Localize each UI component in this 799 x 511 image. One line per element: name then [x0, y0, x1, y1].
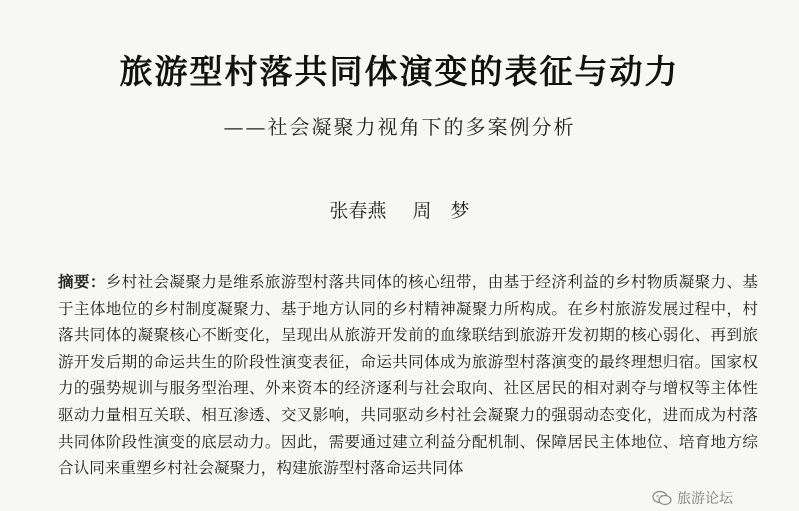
watermark — [652, 488, 737, 508]
paper-title: 旅游型村落共同体演变的表征与动力 — [119, 52, 680, 91]
watermark-text: 旅游论坛 — [677, 491, 733, 507]
author-name: 周 梦 — [412, 200, 470, 222]
abstract-label: 摘要： — [58, 273, 106, 291]
abstract — [58, 269, 758, 482]
author-list — [0, 196, 799, 223]
abstract-text: 乡村社会凝聚力是维系旅游型村落共同体的核心纽带，由基于经济利益的乡村物质凝聚力、基于主体地位的乡村制度凝聚力、基于地方认同的乡村精神凝聚力所构成。在乡村旅游发展过程中，村落共同体的凝聚核心不断变化，呈现出从旅游开发前的血缘联结到旅游开发初期的核心弱化、再到旅游开发后期的命运共生的阶段性演变表征，命运共同体成为旅游型村落演变的最终理想归宿。国家权力的强势规训与服务型治理、外来资本的经济逐利与社会取向、社区居民的相对剥夺与增权等主体性驱动力量相互关联、相互渗透、交叉影响，共同驱动乡村社会凝聚力的强弱动态变化，进而成为村落共同体阶段性演变的底层动力。因此，需要通过建立利益分配机制、保障居民主体地位、培育地方综合认同来重塑乡村社会凝聚力，构建旅游型村落命运共同体 — [58, 273, 758, 478]
paper-subtitle: ——社会凝聚力视角下的多案例分析 — [223, 115, 576, 139]
author-name: 张春燕 — [329, 200, 387, 222]
wechat-icon — [652, 490, 672, 506]
